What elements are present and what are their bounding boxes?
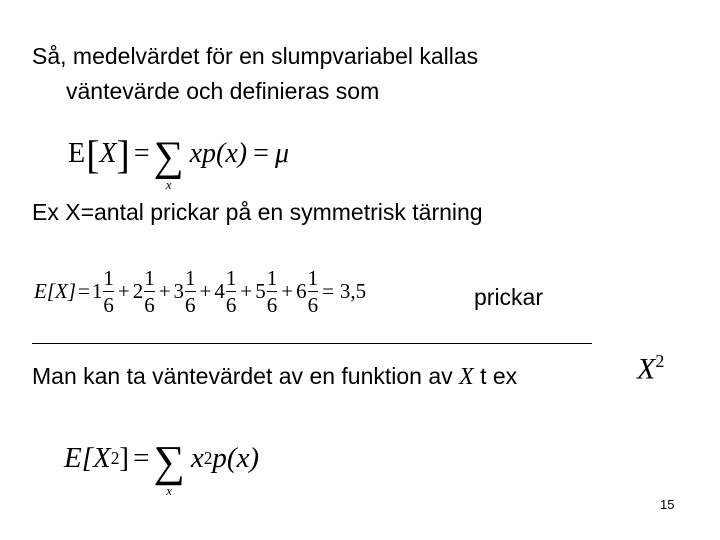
function-line — [32, 361, 517, 392]
intro-line-2: väntevärde och definieras som — [66, 78, 380, 104]
expectation-formula — [68, 116, 289, 192]
formula3-sum-index: x — [166, 483, 173, 498]
formula3-sum — [153, 437, 185, 498]
term-operator: + — [199, 279, 212, 303]
formula3-body-x: x — [190, 441, 204, 474]
formula3-body-p: p(x) — [212, 441, 260, 474]
fraction-numerator: 1 — [307, 266, 319, 290]
fraction-bar — [103, 291, 114, 292]
formula1-body: xp(x) — [189, 138, 248, 169]
fraction-bar — [308, 291, 319, 292]
formula1-sum — [154, 136, 184, 192]
formula1-E: E — [68, 138, 86, 169]
fraction-denominator: 6 — [266, 293, 278, 317]
formula3-body-exp: 2 — [203, 447, 213, 468]
intro-line-1: Så, medelvärdet för en slumpvariabel kallas — [32, 43, 479, 69]
function-line-end: t ex — [480, 363, 518, 389]
term-fraction — [267, 266, 278, 317]
function-expectation-formula — [64, 418, 259, 498]
term-coefficient: 2 — [132, 279, 144, 303]
fraction-bar — [226, 291, 237, 292]
formula2-equals: = — [78, 279, 90, 303]
fraction-numerator: 1 — [144, 266, 155, 290]
fraction-denominator: 6 — [185, 293, 196, 317]
term-coefficient: 1 — [91, 279, 103, 303]
fraction-denominator: 6 — [225, 293, 237, 317]
term-coefficient: 3 — [173, 279, 185, 303]
term-operator: + — [240, 279, 253, 303]
formula3-lhs-exp: 2 — [110, 447, 120, 468]
page-number: 15 — [660, 497, 675, 512]
example-line: Ex X=antal prickar på en symmetrisk tärning — [32, 199, 483, 225]
fraction-numerator: 1 — [225, 266, 237, 290]
formula1-sum-index: x — [165, 177, 172, 192]
dice-expectation-formula — [34, 266, 366, 317]
formula1-equals-2: = — [253, 138, 269, 169]
side-expression-exp: 2 — [655, 351, 665, 371]
term-fraction — [103, 266, 114, 317]
sigma-icon: ∑ — [153, 437, 185, 486]
formula3-equals: = — [133, 441, 150, 474]
formula1-equals: = — [133, 138, 150, 169]
sigma-icon: ∑ — [153, 134, 184, 180]
fraction-numerator: 1 — [185, 266, 196, 290]
fraction-denominator: 6 — [103, 293, 114, 317]
function-line-text: Man kan ta väntevärdet av en funktion av — [32, 363, 453, 389]
formula1-X: X — [99, 138, 117, 169]
term-operator: + — [117, 279, 130, 303]
term-operator: + — [281, 279, 294, 303]
side-expression-base: X — [637, 352, 656, 386]
fraction-numerator: 1 — [266, 266, 278, 290]
formula1-mu: μ — [274, 138, 289, 169]
fraction-denominator: 6 — [307, 293, 319, 317]
term-coefficient: 6 — [296, 279, 307, 303]
formula2-lhs: E[X] — [34, 279, 76, 303]
term-fraction — [308, 266, 319, 317]
function-line-var: X — [459, 364, 474, 390]
formula1-left-bracket: [ — [86, 131, 100, 177]
fraction-bar — [185, 291, 196, 292]
term-operator: + — [158, 279, 171, 303]
divider-line — [32, 343, 592, 344]
side-expression — [637, 351, 664, 387]
fraction-denominator: 6 — [144, 293, 155, 317]
term-coefficient: 5 — [255, 279, 266, 303]
formula2-result: 3,5 — [339, 279, 367, 303]
term-fraction — [185, 266, 196, 317]
fraction-numerator: 1 — [103, 266, 114, 290]
term-fraction — [144, 266, 155, 317]
term-operator: = — [322, 279, 334, 303]
formula3-lhs-close: ] — [119, 441, 130, 474]
formula2-terms — [92, 266, 337, 317]
formula3-lhs: E[X — [64, 441, 111, 474]
term-coefficient: 4 — [214, 279, 225, 303]
term-fraction — [226, 266, 237, 317]
fraction-bar — [267, 291, 278, 292]
formula2-unit: prickar — [474, 284, 544, 310]
formula1-right-bracket: ] — [116, 131, 130, 177]
fraction-bar — [144, 291, 155, 292]
